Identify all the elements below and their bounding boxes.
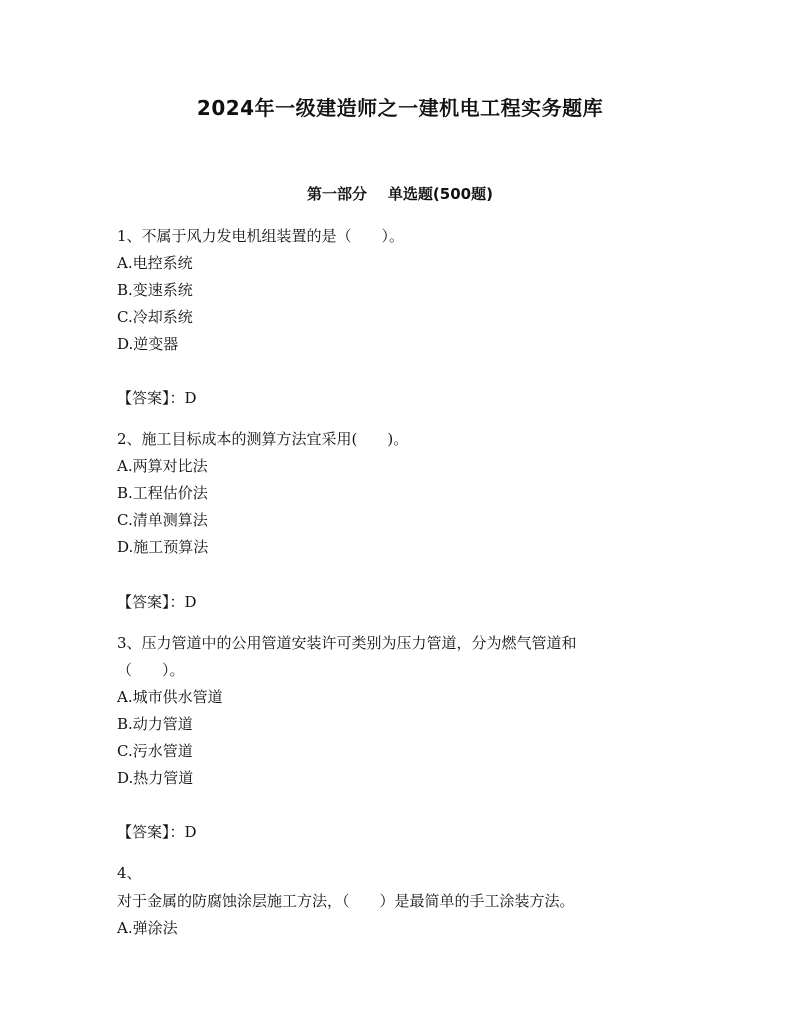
question-1-answer <box>117 386 197 410</box>
answer-label: 【答案】： <box>117 823 185 841</box>
question-1-option-a: A.电控系统 <box>117 254 193 272</box>
question-3-option-d: D.热力管道 <box>117 769 194 787</box>
question-2-option-d: D.施工预算法 <box>117 538 209 556</box>
question-2-option-c: C.清单测算法 <box>117 511 208 529</box>
question-1-option-d: D.逆变器 <box>117 335 179 353</box>
question-2-option-a: A.两算对比法 <box>117 457 208 475</box>
document-title: 2024年一级建造师之一建机电工程实务题库 <box>196 96 604 120</box>
answer-value: D <box>184 823 197 841</box>
question-4-option-a: A.弹涂法 <box>117 919 178 937</box>
question-3-stem-line-1: 3、压力管道中的公用管道安装许可类别为压力管道，分为燃气管道和 <box>117 634 577 652</box>
question-3-stem-line-2: （ ）。 <box>117 661 185 679</box>
question-1-option-b: B.变速系统 <box>117 281 193 299</box>
question-1-option-c: C.冷却系统 <box>117 308 193 326</box>
question-2-answer <box>117 590 197 614</box>
question-3-option-a: A.城市供水管道 <box>117 688 223 706</box>
answer-value: D <box>184 389 197 407</box>
answer-label: 【答案】： <box>117 389 185 407</box>
answer-value: D <box>184 593 197 611</box>
question-4-stem: 对于金属的防腐蚀涂层施工方法，（ ）是最简单的手工涂装方法。 <box>117 892 575 910</box>
question-3-option-c: C.污水管道 <box>117 742 193 760</box>
question-2-option-b: B.工程估价法 <box>117 484 208 502</box>
section-title: 第一部分 单选题(500题) <box>307 185 493 203</box>
question-3-answer <box>117 820 197 844</box>
question-4-number: 4、 <box>117 864 142 882</box>
question-2-stem: 2、施工目标成本的测算方法宜采用( )。 <box>117 430 409 448</box>
question-3-option-b: B.动力管道 <box>117 715 193 733</box>
question-1-stem: 1、不属于风力发电机组装置的是（ ）。 <box>117 227 405 245</box>
answer-label: 【答案】： <box>117 593 185 611</box>
